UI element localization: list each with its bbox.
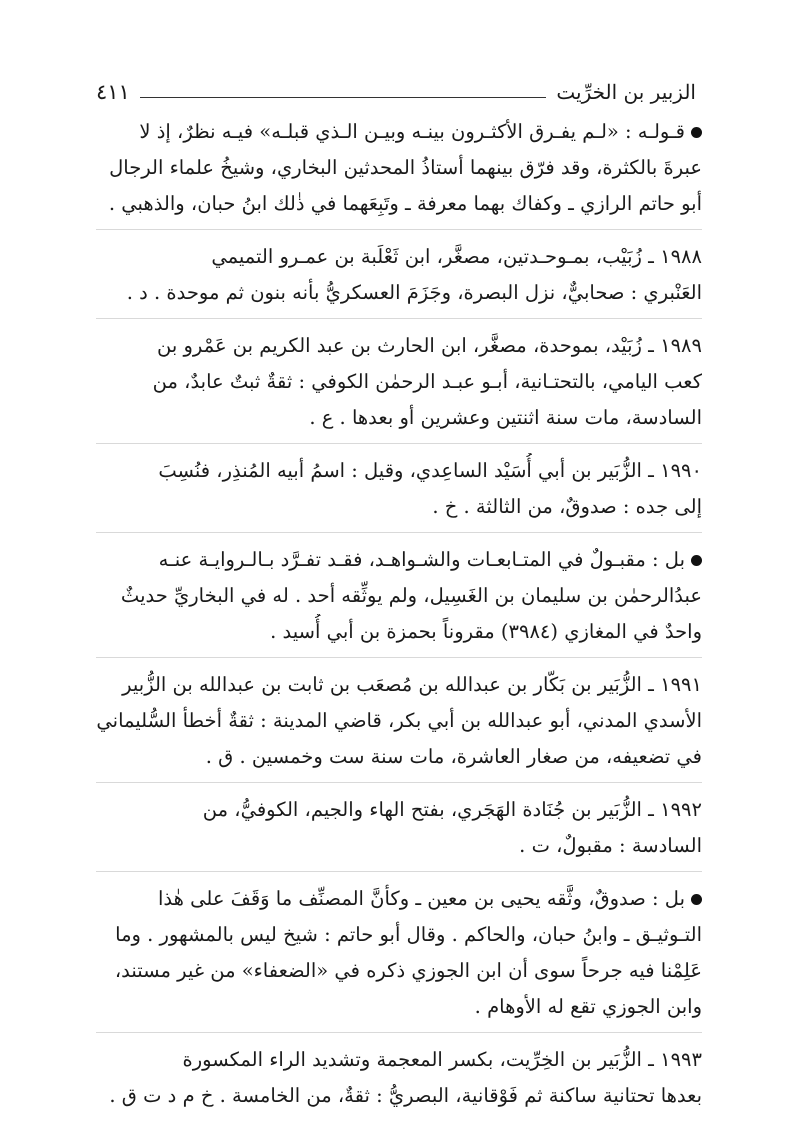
text-line: السادسة، مات سنة اثنتين وعشرين أو بعدها . ع . xyxy=(309,406,702,429)
text-line: عبدُالرحمٰن بن سليمان بن الغَسِيل، ولم يوثِّقه أحد . له في البخاريِّ حديثٌ xyxy=(120,584,702,607)
line-text: بل : صدوقٌ، وثَّقه يحيى بن معين ـ وكأنَّ المصنِّف ما وَقَفَ على هٰذا xyxy=(157,887,685,910)
text-line: ١٩٩٠ ـ الزُّبَير بن أبي أُسَيْد الساعِدي، وقيل : اسمُ أبيه المُنذِر، فنُسِبَ xyxy=(158,459,702,482)
text-line xyxy=(96,881,702,917)
biography-entry-1990 xyxy=(96,453,702,533)
text-line: عَلِمْنا فيه جرحاً سوى أن ابن الجوزي ذكره في «الضعفاء» من غير مستند، xyxy=(114,959,702,982)
text-line: واحدٌ في المغازي (٣٩٨٤) مقروناً بحمزة بن أبي أُسيد . xyxy=(270,620,702,643)
text-line: ١٩٩٢ ـ الزُّبَير بن جُنَادة الهَجَري، بفتح الهاء والجيم، الكوفيُّ، من xyxy=(202,798,702,821)
page-body xyxy=(96,114,702,1130)
text-line: عبرةَ بالكثرة، وقد فرّق بينهما أستاذُ المحدثين البخاري، وشيخُ علماء الرجال xyxy=(109,156,702,179)
biography-entry-1989 xyxy=(96,328,702,444)
text-line: أبو حاتم الرازي ـ وكفاك بهما معرفة ـ وتَبِعَهما في ذٰلك ابنُ حبان، والذهبي . xyxy=(108,192,702,215)
text-line: بعدها تحتانية ساكنة ثم فَوْقانية، البصريُّ : ثقةٌ، من الخامسة . خ م د ت ق . xyxy=(109,1084,702,1107)
text-line: ١٩٨٩ ـ زُبَيْد، بموحدة، مصغَّر، ابن الحارث بن عبد الكريم بن عَمْرو بن xyxy=(157,334,702,357)
text-line: وابن الجوزي تقع له الأوهام . xyxy=(474,995,702,1018)
bullet-icon xyxy=(691,127,702,138)
running-head: الزبير بن الخرِّيت xyxy=(548,78,696,106)
line-text: قـولـه : «لـم يفـرق الأكثـرون بينـه وبيـن الـذي قبلـه» فيـه نظرٌ، إذ لا xyxy=(139,120,685,143)
text-line: إلى جده : صدوقٌ، من الثالثة . خ . xyxy=(432,495,702,518)
text-line: العَنْبري : صحابيٌّ، نزل البصرة، وجَزَمَ العسكريُّ بأنه بنون ثم موحدة . د . xyxy=(126,281,702,304)
bullet-icon xyxy=(691,555,702,566)
biography-entry-1993 xyxy=(96,1042,702,1121)
text-line: ١٩٩٣ ـ الزُّبَير بن الخِرِّيت، بكسر المعجمة وتشديد الراء المكسورة xyxy=(182,1048,702,1071)
biography-entry-1992 xyxy=(96,792,702,872)
editor-comment xyxy=(96,114,702,230)
page-header xyxy=(96,78,696,112)
text-line: ١٩٨٨ ـ زُبَيْب، بمـوحـدتين، مصغَّر، ابن ثَعْلَبة بن عمـرو التميمي xyxy=(211,245,702,268)
bullet-icon xyxy=(691,894,702,905)
header-rule xyxy=(140,97,546,98)
text-line xyxy=(96,114,702,150)
text-line: التـوثيـق ـ وابنُ حبان، والحاكم . وقال أبو حاتم : شيخ ليس بالمشهور . وما xyxy=(115,923,702,946)
text-line xyxy=(96,542,702,578)
line-text: بل : مقبـولٌ في المتـابعـات والشـواهـد، فقـد تفـرَّد بـالـروايـة عنـه xyxy=(158,548,685,571)
page-number: ٤١١ xyxy=(96,78,138,106)
text-line: السادسة : مقبولٌ، ت . xyxy=(519,834,702,857)
editor-comment xyxy=(96,881,702,1033)
text-line: الأسدي المدني، أبو عبدالله بن أبي بكر، قاضي المدينة : ثقةٌ أخطأ السُّليماني xyxy=(96,709,702,732)
text-line: ١٩٩١ ـ الزُّبَير بن بَكّار بن عبدالله بن مُصعَب بن ثابت بن عبدالله بن الزُّبير xyxy=(122,673,702,696)
text-line: كعب اليامي، بالتحتـانية، أبـو عبـد الرحمٰن الكوفي : ثقةٌ ثبتٌ عابدٌ، من xyxy=(152,370,702,393)
editor-comment xyxy=(96,542,702,658)
biography-entry-1988 xyxy=(96,239,702,319)
biography-entry-1991 xyxy=(96,667,702,783)
text-line: في تضعيفه، من صغار العاشرة، مات سنة ست وخمسين . ق . xyxy=(205,745,702,768)
